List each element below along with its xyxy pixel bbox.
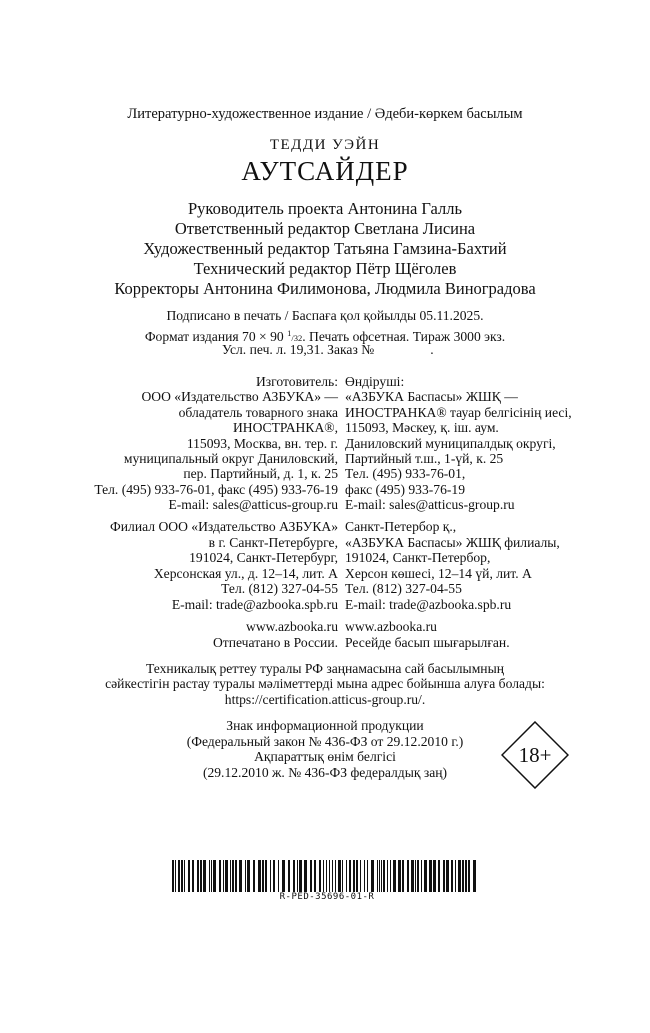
branch-ru-line: Тел. (812) 327-04-55 [221, 581, 338, 596]
barcode-stripe [239, 860, 242, 892]
manufacturer-ru-line: муниципальный округ Даниловский, [123, 451, 338, 466]
barcode-stripe [429, 860, 432, 892]
branch-ru-line: Херсонская ул., д. 12–14, лит. А [153, 566, 338, 581]
barcode-stripe [323, 860, 324, 892]
branch-kz-line: Санкт-Петербор қ., [345, 519, 457, 534]
barcode-stripe [258, 860, 261, 892]
barcode-icon [172, 860, 482, 892]
barcode-number: R-PED-35696-01-R [279, 892, 375, 902]
manufacturer-kz-line: «АЗБУКА Баспасы» ЖШҚ — [345, 389, 518, 404]
barcode-stripe [192, 860, 194, 892]
manufacturer-ru-line: пер. Партийный, д. 1, к. 25 [183, 466, 338, 481]
barcode-stripe [178, 860, 180, 892]
barcode-stripe [451, 860, 453, 892]
printed-in-kz: Ресейде басып шығарылған. [345, 635, 510, 650]
barcode-stripe [383, 860, 385, 892]
barcode-stripe [367, 860, 368, 892]
barcode-stripe [379, 860, 380, 892]
barcode-stripe [346, 860, 347, 892]
certification-line: Техникалық реттеу туралы РФ заңнамасына сай басылымның [146, 661, 504, 676]
age-rating-text: 18+ [518, 743, 552, 767]
website-kz: www.azbooka.ru [345, 619, 437, 634]
barcode-stripe [371, 860, 374, 892]
branch-ru-line: Филиал ООО «Издательство АЗБУКА» [110, 519, 338, 534]
barcode-stripe [262, 860, 264, 892]
branch-ru-email: E-mail: trade@azbooka.spb.ru [171, 597, 338, 612]
branch-kz-email: E-mail: trade@azbooka.spb.ru [345, 597, 512, 612]
manufacturer-kz-line: Тел. (495) 933-76-01, [345, 466, 466, 481]
barcode-stripe [424, 860, 427, 892]
manufacturer-kz-line: Даниловский муниципалдық округі, [345, 436, 556, 451]
credit-project-lead: Руководитель проекта Антонина Галль [188, 199, 462, 218]
barcode-stripe [299, 860, 302, 892]
barcode-stripe [326, 860, 327, 892]
sheets-line [222, 342, 434, 358]
barcode-stripe [377, 860, 378, 892]
barcode-stripe [230, 860, 231, 892]
manufacturer-kz-line: Партийный т.ш., 1-үй, к. 25 [345, 451, 504, 466]
manufacturer-ru-line: ООО «Издательство АЗБУКА» — [141, 389, 338, 404]
barcode-stripe [293, 860, 295, 892]
barcode-stripe [473, 860, 476, 892]
barcode-stripe [433, 860, 436, 892]
barcode-stripe [356, 860, 358, 892]
barcode-stripe [253, 860, 255, 892]
manufacturer-kz-label: Өндіруші: [345, 374, 405, 389]
info-mark-line: Знак информационной продукции [226, 718, 424, 733]
manufacturer-ru-line: Тел. (495) 933-76-01, факс (495) 933-76-19 [94, 482, 338, 497]
barcode-stripe [393, 860, 396, 892]
barcode-stripe [381, 860, 382, 892]
barcode-stripe [175, 860, 176, 892]
info-mark-line: (29.12.2010 ж. № 436-ФЗ федералдық заң) [202, 765, 448, 780]
barcode-stripe [387, 860, 388, 892]
book-title: АУТСАЙДЕР [241, 156, 409, 186]
manufacturer-ru-email: E-mail: sales@atticus-group.ru [168, 497, 338, 512]
manufacturer-kz-line: факс (495) 933-76-19 [345, 482, 466, 497]
manufacturer-kz-email: E-mail: sales@atticus-group.ru [345, 497, 515, 512]
age-rating-badge [501, 721, 569, 789]
barcode-stripe [278, 860, 279, 892]
website-ru: www.azbooka.ru [246, 619, 338, 634]
barcode-stripe [338, 860, 341, 892]
barcode-stripe [421, 860, 422, 892]
format-fraction-den: /32 [291, 333, 303, 343]
printed-in-ru: Отпечатано в России. [212, 635, 338, 650]
barcode-stripe [265, 860, 267, 892]
branch-kz-line: Херсон көшесі, 12–14 үй, лит. А [345, 566, 532, 581]
signed-to-print: Подписано в печать / Баспаға қол қойылды 05.11.2025. [166, 308, 484, 323]
branch-kz-line: 191024, Санкт-Петербор, [345, 550, 491, 565]
barcode-stripe [411, 860, 414, 892]
credit-art-editor: Художественный редактор Татьяна Гамзина-Бахтий [143, 239, 507, 258]
barcode-stripe [219, 860, 221, 892]
barcode-stripe [247, 860, 250, 892]
manufacturer-ru-line: обладатель товарного знака [178, 405, 338, 420]
branch-ru-line: 191024, Санкт-Петербург, [189, 550, 338, 565]
barcode-stripe [443, 860, 445, 892]
manufacturer-kz-line: 115093, Мәскеу, қ. іш. аум. [345, 420, 499, 435]
credit-editor: Ответственный редактор Светлана Лисина [174, 219, 476, 238]
barcode-stripe [468, 860, 470, 892]
credit-tech-editor: Технический редактор Пётр Щёголев [193, 259, 457, 278]
branch-ru-line: в г. Санкт-Петербурге, [208, 535, 338, 550]
barcode-stripe [319, 860, 321, 892]
barcode-stripe [200, 860, 202, 892]
barcode-stripe [349, 860, 351, 892]
barcode-stripe [270, 860, 271, 892]
manufacturer-ru-line: ИНОСТРАНКА®, [232, 420, 338, 435]
barcode-stripe [304, 860, 307, 892]
branch-kz-line: Тел. (812) 327-04-55 [345, 581, 462, 596]
barcode-stripe [402, 860, 404, 892]
barcode-stripe [417, 860, 419, 892]
barcode-stripe [364, 860, 365, 892]
barcode-stripe [235, 860, 237, 892]
barcode-stripe [390, 860, 391, 892]
credit-proofreaders: Корректоры Антонина Филимонова, Людмила Виноградова [114, 279, 536, 298]
info-mark-line: Ақпараттық өнім белгісі [254, 749, 396, 764]
barcode-stripe [407, 860, 409, 892]
format-fraction-num: 1 [287, 328, 292, 338]
barcode-stripe [335, 860, 336, 892]
barcode-stripe [209, 860, 210, 892]
barcode-stripe [297, 860, 298, 892]
barcode-stripe [310, 860, 312, 892]
barcode-stripe [273, 860, 275, 892]
barcode-stripe [225, 860, 228, 892]
edition-subtitle: Литературно-художественное издание / Әдеби-көркем басылым [127, 106, 523, 122]
sheets-end: . [430, 342, 434, 357]
barcode-stripe [342, 860, 343, 892]
barcode-stripe [223, 860, 224, 892]
certification-line: сәйкестігін растау туралы мәліметтерді мына адрес бойынша алуға болады: [105, 676, 545, 691]
barcode-stripe [455, 860, 456, 892]
barcode-stripe [188, 860, 190, 892]
sheets-text: Усл. печ. л. 19,31. Заказ № [222, 342, 375, 357]
barcode-stripe [329, 860, 330, 892]
info-mark-line: (Федеральный закон № 436-ФЗ от 29.12.2010 г.) [186, 734, 464, 749]
format-prefix: Формат издания 70 × 90 [144, 329, 288, 344]
barcode-stripe [465, 860, 467, 892]
barcode-stripe [282, 860, 285, 892]
manufacturer-ru-line: 115093, Москва, вн. тер. г. [186, 436, 338, 451]
manufacturer-kz-line: ИНОСТРАНКА® тауар белгісінің иесі, [345, 405, 572, 420]
author-name: ТЕДДИ УЭЙН [269, 137, 381, 153]
barcode-stripe [211, 860, 212, 892]
barcode-stripe [213, 860, 216, 892]
barcode-stripe [353, 860, 355, 892]
certification-url: https://certification.atticus-group.ru/. [224, 692, 426, 707]
barcode-stripe [446, 860, 449, 892]
manufacturer-ru-label: Изготовитель: [255, 374, 338, 389]
barcode-stripe [288, 860, 290, 892]
barcode-stripe [332, 860, 333, 892]
barcode-stripe [360, 860, 361, 892]
barcode-stripe [232, 860, 234, 892]
barcode-stripe [184, 860, 185, 892]
barcode-stripe [438, 860, 440, 892]
barcode-stripe [245, 860, 246, 892]
barcode-stripe [203, 860, 206, 892]
format-suffix: . Печать офсетная. Тираж 3000 экз. [302, 329, 506, 344]
barcode-stripe [197, 860, 199, 892]
branch-kz-line: «АЗБУКА Баспасы» ЖШҚ филиалы, [345, 535, 560, 550]
barcode-stripe [462, 860, 464, 892]
barcode-stripe [181, 860, 183, 892]
barcode-stripe [415, 860, 416, 892]
barcode-stripe [172, 860, 174, 892]
barcode-stripe [458, 860, 461, 892]
barcode-stripe [398, 860, 401, 892]
barcode-stripe [314, 860, 316, 892]
